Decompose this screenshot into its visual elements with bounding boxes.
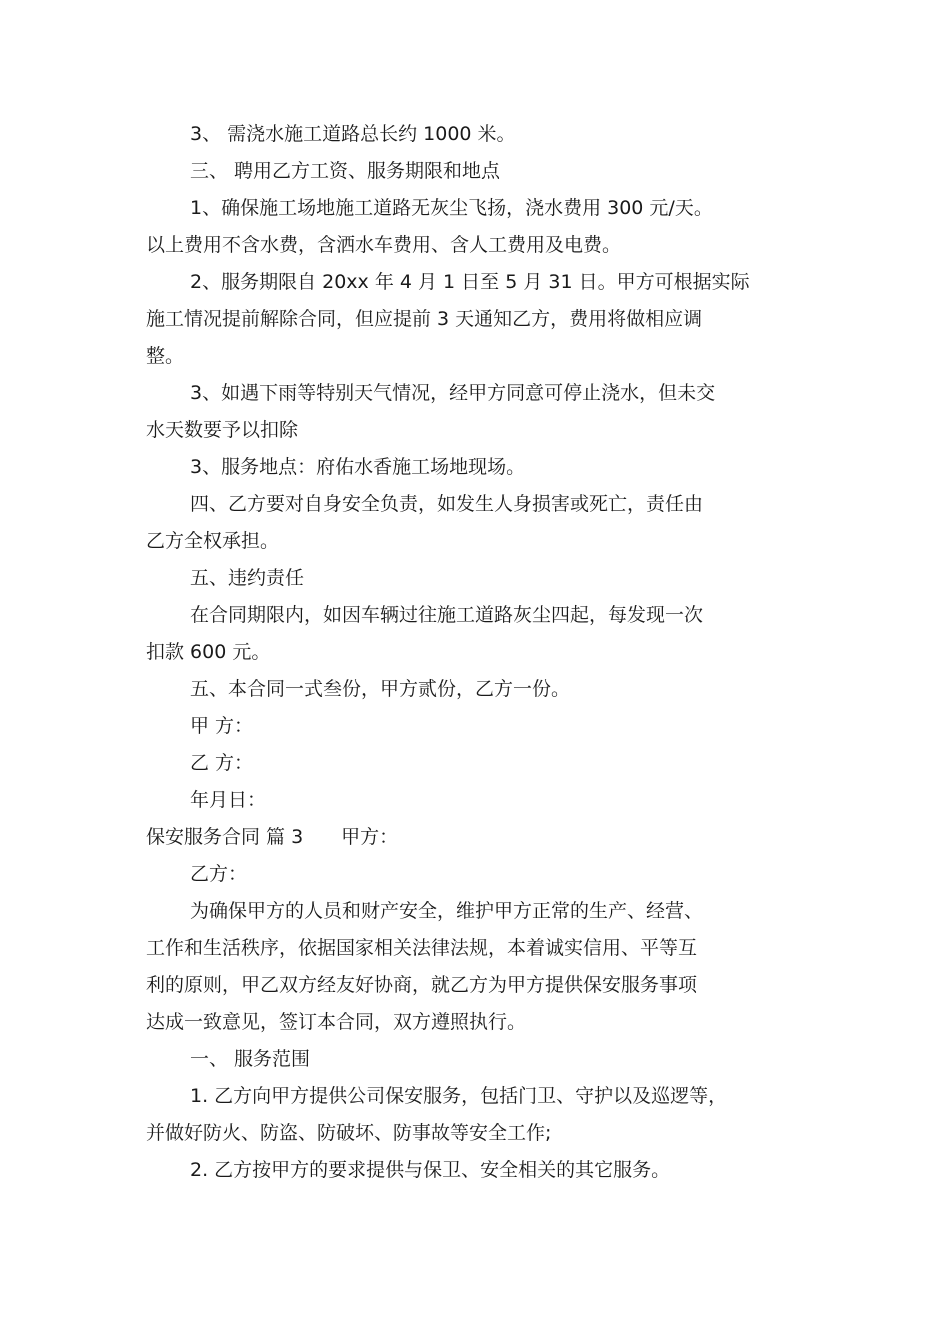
paragraph-line: 乙方全权承担。 bbox=[146, 530, 280, 552]
paragraph-line: 在合同期限内，如因车辆过往施工道路灰尘四起，每发现一次 bbox=[190, 604, 704, 626]
paragraph-line: 1. 乙方向甲方提供公司保安服务，包括门卫、守护以及巡逻等， bbox=[190, 1085, 728, 1107]
paragraph-line: 3、 需浇水施工道路总长约 1000 米。 bbox=[190, 123, 516, 145]
paragraph-line: 整。 bbox=[146, 345, 185, 367]
paragraph-line: 工作和生活秩序，依据国家相关法律法规，本着诚实信用、平等互 bbox=[146, 937, 698, 959]
paragraph-line: 施工情况提前解除合同，但应提前 3 天通知乙方，费用将做相应调 bbox=[146, 308, 703, 330]
paragraph-line: 利的原则，甲乙双方经友好协商，就乙方为甲方提供保安服务事项 bbox=[146, 974, 698, 996]
paragraph-line: 为确保甲方的人员和财产安全，维护甲方正常的生产、经营、 bbox=[190, 900, 704, 922]
document-body bbox=[146, 116, 826, 1189]
party-b-label: 乙方： bbox=[190, 863, 248, 885]
paragraph-line: 五、本合同一式叁份，甲方贰份，乙方一份。 bbox=[190, 678, 571, 700]
section-heading: 五、违约责任 bbox=[190, 567, 305, 589]
paragraph-line: 1、确保施工场地施工道路无灰尘飞扬，浇水费用 300 元/天。 bbox=[190, 197, 713, 219]
paragraph-line: 3、服务地点：府佑水香施工场地现场。 bbox=[190, 456, 526, 478]
paragraph-line: 2. 乙方按甲方的要求提供与保卫、安全相关的其它服务。 bbox=[190, 1159, 671, 1181]
paragraph-line: 2、服务期限自 20xx 年 4 月 1 日至 5 月 31 日。甲方可根据实际 bbox=[190, 271, 750, 293]
paragraph-line: 水天数要予以扣除 bbox=[146, 419, 299, 441]
section-heading: 三、 聘用乙方工资、服务期限和地点 bbox=[190, 160, 501, 182]
paragraph-line: 以上费用不含水费，含洒水车费用、含人工费用及电费。 bbox=[146, 234, 622, 256]
paragraph-line: 四、乙方要对自身安全负责，如发生人身损害或死亡，责任由 bbox=[190, 493, 704, 515]
paragraph-line: 达成一致意见，签订本合同，双方遵照执行。 bbox=[146, 1011, 527, 1033]
signature-party-b: 乙 方： bbox=[190, 752, 254, 774]
paragraph-line: 并做好防火、防盗、防破坏、防事故等安全工作; bbox=[146, 1122, 552, 1144]
paragraph-line: 扣款 600 元。 bbox=[146, 641, 271, 663]
contract-title: 保安服务合同 篇 3 甲方： bbox=[146, 826, 399, 848]
signature-party-a: 甲 方： bbox=[190, 715, 254, 737]
paragraph-line: 3、如遇下雨等特别天气情况，经甲方同意可停止浇水，但未交 bbox=[190, 382, 716, 404]
signature-date: 年月日： bbox=[190, 789, 267, 811]
section-heading: 一、 服务范围 bbox=[190, 1048, 311, 1070]
